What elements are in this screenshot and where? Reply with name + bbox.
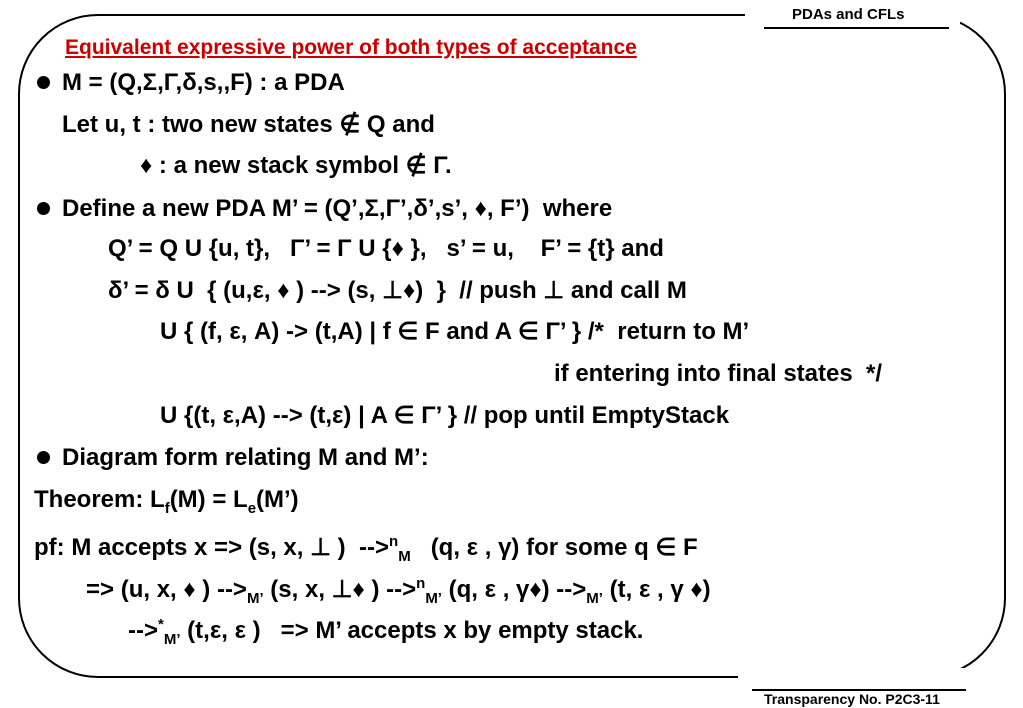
line-delta-pop: U {(t, ε,A) --> (t,ε) | A ∈ Γ’ } // pop until EmptyStack (160, 402, 730, 429)
line-delta-return: U { (f, ε, A) -> (t,A) | f ∈ F and A ∈ Γ’ } /* return to M’ (160, 318, 750, 345)
line-proof: pf: M accepts x => (s, x, ⊥ ) -->$^n_M$ (q, ε , γ) for some q ∈ F (34, 533, 698, 565)
slide-title: Equivalent expressive power of both types of acceptance (65, 36, 637, 59)
line-components: Q’ = Q U {u, t}, Γ’ = Γ U {♦ }, s’ = u, F’ = {t} and (108, 235, 664, 262)
line-pda-def: M = (Q,Σ,Γ,δ,s,,F) : a PDA (62, 69, 345, 96)
line-theorem: Theorem: $L_f(M)$ = $L_e(M’)$ (34, 486, 299, 517)
footer-label: Transparency No. P2C3-11 (764, 691, 940, 707)
line-derivation: => (u, x, ♦ ) $-->_{M’}$ (s, x, ⊥♦ ) -->$^n_{M’}$ (q, ε , γ♦) $-->_{M’}$ (t, ε , γ ♦) (86, 575, 711, 607)
bullet-icon (37, 202, 50, 215)
header-rule (764, 27, 949, 29)
bullet-icon (37, 451, 50, 464)
line-delta-push: δ’ = δ U { (u,ε, ♦ ) --> (s, ⊥♦) } // push ⊥ and call M (108, 277, 687, 304)
line-new-symbol: ♦ : a new stack symbol ∉ Γ. (140, 152, 452, 179)
line-comment-end: if entering into final states */ (554, 360, 883, 387)
line-diagram: Diagram form relating M and M’: (62, 444, 429, 471)
bullet-icon (37, 76, 50, 89)
line-define-pda: Define a new PDA M’ = (Q’,Σ,Γ’,δ’,s’, ♦, F’) where (62, 195, 613, 222)
line-new-states: Let u, t : two new states ∉ Q and (62, 111, 435, 138)
section-header: PDAs and CFLs (792, 6, 905, 23)
line-conclusion: $-->^*_{M’}$ (t,ε, ε ) => M’ accepts x by empty stack. (128, 616, 644, 648)
